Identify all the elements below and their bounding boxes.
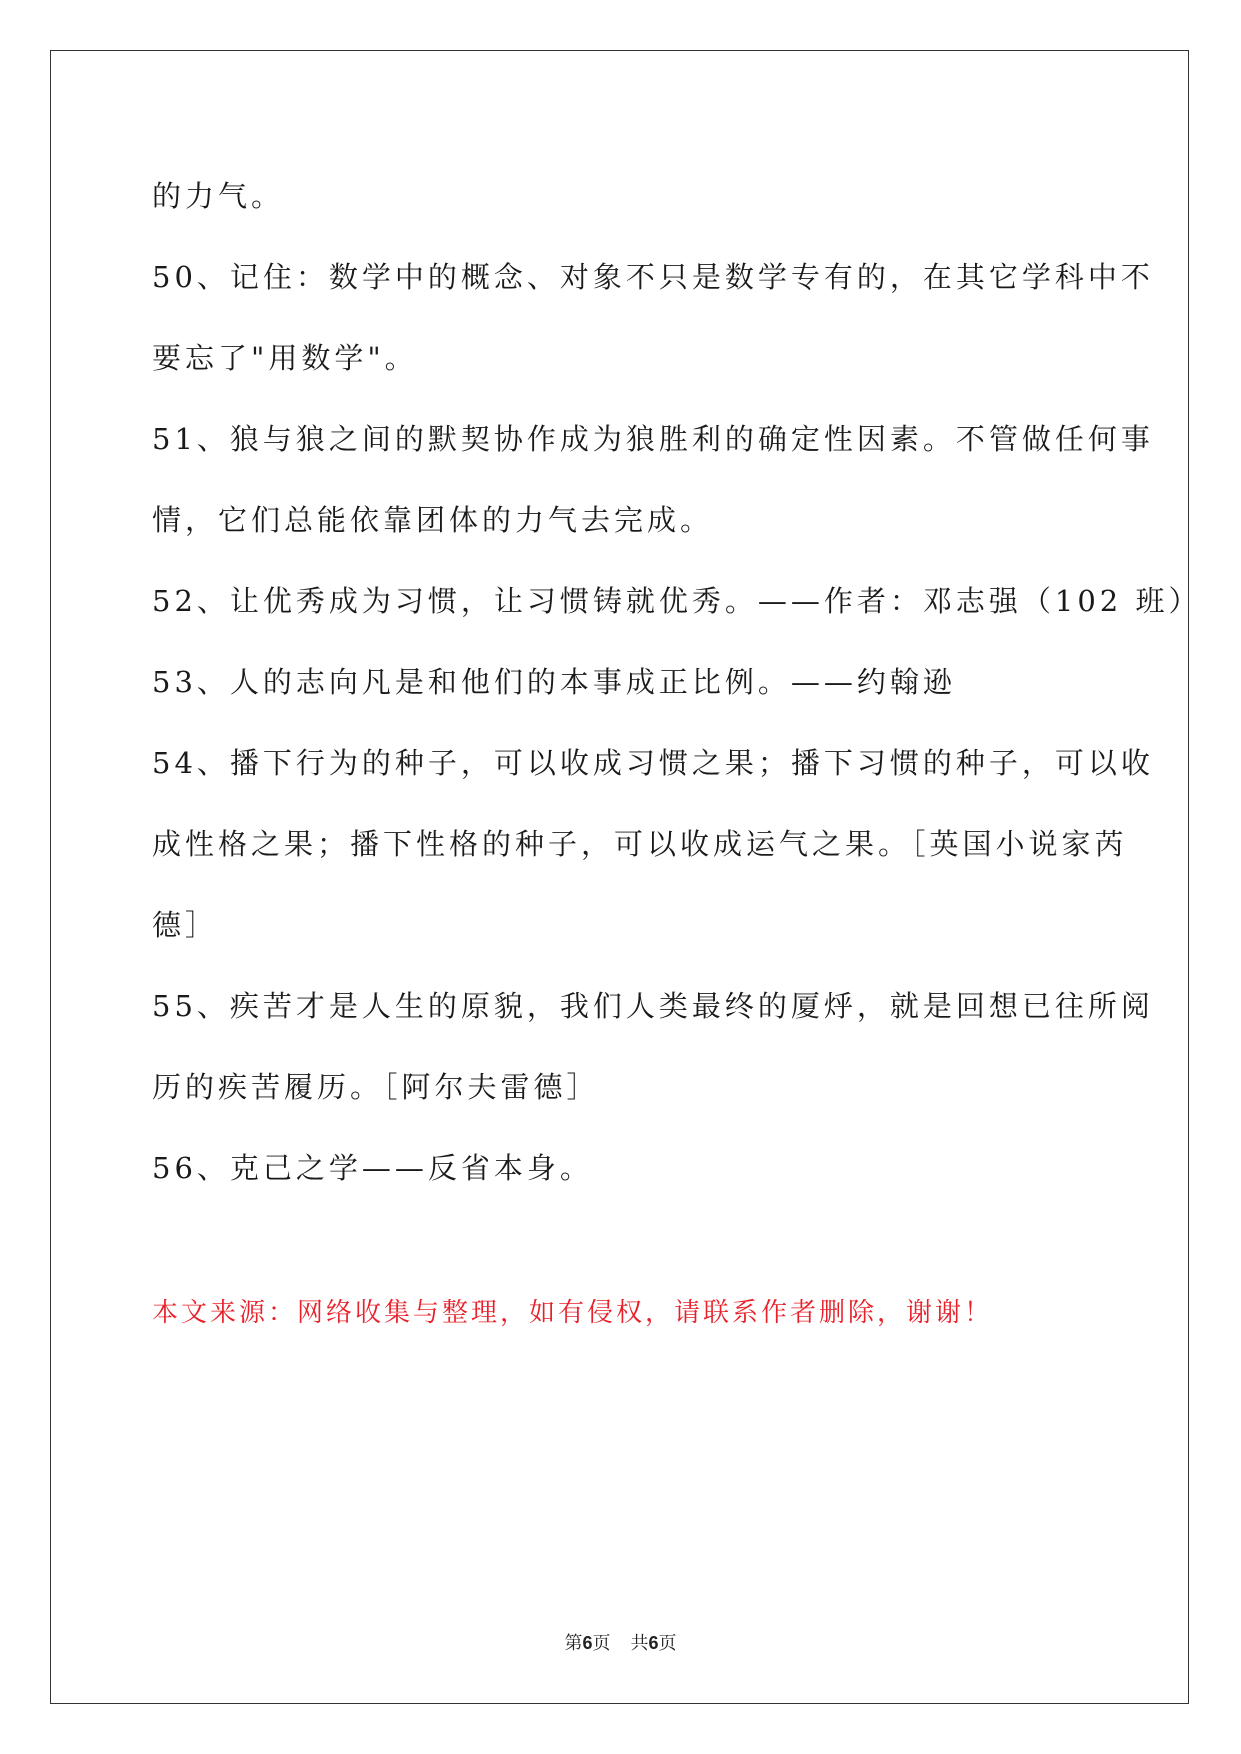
text-line: 历的疾苦履历。［阿尔夫雷德］ [152, 1070, 600, 1104]
total-suffix: 页 [658, 1633, 677, 1654]
text-line: 的力气。 [152, 179, 285, 213]
text-line: 情，它们总能依靠团体的力气去完成。 [152, 503, 714, 537]
text-line: 德］ [152, 908, 219, 942]
source-note: 本文来源：网络收集与整理，如有侵权，请联系作者删除，谢谢！ [152, 1298, 994, 1328]
text-line: 要忘了"用数学"。 [152, 341, 418, 375]
text-line: 53、人的志向凡是和他们的本事成正比例。——约翰逊 [152, 665, 956, 699]
page-suffix: 页 [592, 1633, 611, 1654]
text-line: 55、疾苦才是人生的原貌，我们人类最终的厦烀，就是回想已往所阅 [152, 989, 1154, 1023]
page-current: 6 [582, 1633, 593, 1653]
text-line: 56、克己之学——反省本身。 [152, 1151, 593, 1185]
page-footer [0, 1629, 1241, 1655]
text-line: 50、记住：数学中的概念、对象不只是数学专有的，在其它学科中不 [152, 260, 1154, 294]
text-line: 54、播下行为的种子，可以收成习惯之果；播下习惯的种子，可以收 [152, 746, 1154, 780]
page-total: 6 [648, 1633, 659, 1653]
total-prefix: 共 [630, 1633, 649, 1654]
text-line: 52、让优秀成为习惯，让习惯铸就优秀。——作者：邓志强（102 班） [152, 584, 1202, 618]
text-line: 成性格之果；播下性格的种子，可以收成运气之果。［英国小说家芮 [152, 827, 1128, 861]
page-prefix: 第 [564, 1633, 583, 1654]
text-line: 51、狼与狼之间的默契协作成为狼胜利的确定性因素。不管做任何事 [152, 422, 1154, 456]
document-body [152, 156, 1202, 1209]
